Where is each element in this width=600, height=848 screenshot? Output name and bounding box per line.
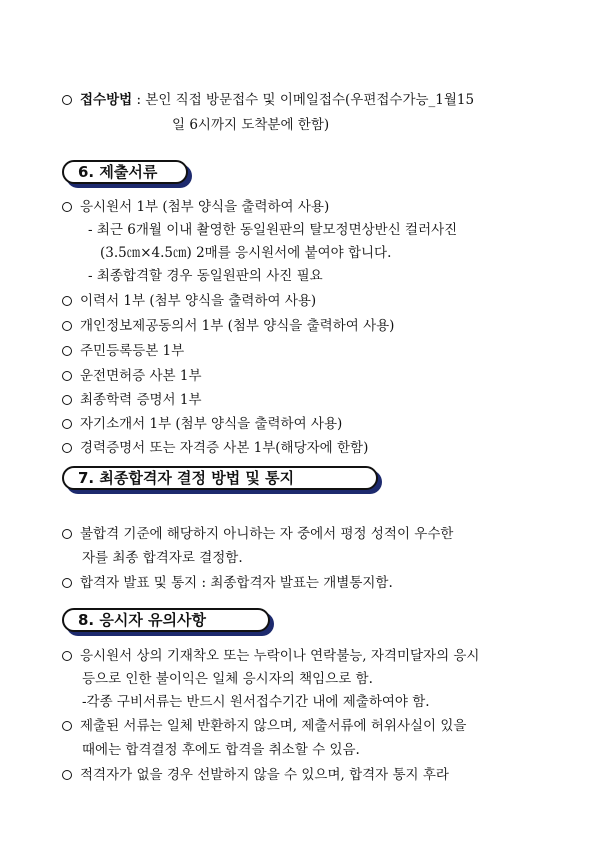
section-8-heading (62, 608, 274, 636)
list-item: 합격자 발표 및 통지 : 최종합격자 발표는 개별통지함. (62, 573, 548, 593)
circle-bullet-icon (62, 321, 72, 331)
list-item: 제출된 서류는 일체 반환하지 않으며, 제출서류에 허위사실이 있을 (62, 716, 548, 736)
circle-bullet-icon (62, 651, 72, 661)
circle-bullet-icon (62, 419, 72, 429)
list-item-cont: 등으로 인한 불이익은 일체 응시자의 책임으로 함. (82, 671, 373, 687)
list-subitem: - 최근 6개월 이내 촬영한 동일원판의 탈모정면상반신 컬러사진 (88, 222, 458, 238)
circle-bullet-icon (62, 443, 72, 453)
list-item: 주민등록등본 1부 (62, 341, 548, 361)
circle-bullet-icon (62, 770, 72, 780)
list-subitem: - 최종합격할 경우 동일원판의 사진 필요 (88, 268, 323, 284)
list-item: 응시원서 1부 (첨부 양식을 출력하여 사용) (62, 197, 548, 217)
list-item: 이력서 1부 (첨부 양식을 출력하여 사용) (62, 291, 548, 311)
circle-bullet-icon (62, 95, 72, 105)
method-text: : 본인 직접 방문접수 및 이메일접수(우편접수가능_1월15 (132, 92, 475, 108)
list-item: 응시원서 상의 기재착오 또는 누락이나 연락불능, 자격미달자의 응시 (62, 646, 548, 666)
list-item: 운전면허증 사본 1부 (62, 366, 548, 386)
list-item: 경력증명서 또는 자격증 사본 1부(해당자에 한함) (62, 438, 548, 458)
list-item-cont: 때에는 합격결정 후에도 합격을 취소할 수 있음. (82, 742, 360, 758)
section-6-title: 6. 제출서류 (78, 163, 158, 181)
list-item-cont: 자를 최종 합격자로 결정함. (82, 550, 243, 566)
circle-bullet-icon (62, 296, 72, 306)
circle-bullet-icon (62, 529, 72, 539)
circle-bullet-icon (62, 371, 72, 381)
list-item: 최종학력 증명서 1부 (62, 390, 548, 410)
list-subitem-cont: (3.5㎝×4.5㎝) 2매를 응시원서에 붙여야 합니다. (100, 245, 392, 261)
circle-bullet-icon (62, 578, 72, 588)
method-text-cont: 일 6시까지 도착분에 한함) (172, 117, 330, 133)
section-8-title: 8. 응시자 유의사항 (78, 611, 207, 629)
list-subitem: -각종 구비서류는 반드시 원서접수기간 내에 제출하여야 함. (82, 694, 430, 710)
list-item: 개인정보제공동의서 1부 (첨부 양식을 출력하여 사용) (62, 316, 548, 336)
list-item: 적격자가 없을 경우 선발하지 않을 수 있으며, 합격자 통지 후라 (62, 765, 548, 785)
circle-bullet-icon (62, 202, 72, 212)
circle-bullet-icon (62, 346, 72, 356)
circle-bullet-icon (62, 721, 72, 731)
section-6-heading (62, 160, 192, 188)
section-7-title: 7. 최종합격자 결정 방법 및 통지 (78, 469, 295, 487)
circle-bullet-icon (62, 395, 72, 405)
list-item: 불합격 기준에 해당하지 아니하는 자 중에서 평정 성적이 우수한 (62, 524, 548, 544)
method-item (62, 90, 548, 110)
list-item: 자기소개서 1부 (첨부 양식을 출력하여 사용) (62, 414, 548, 434)
section-7-heading (62, 466, 382, 494)
method-label: 접수방법 (80, 92, 133, 108)
